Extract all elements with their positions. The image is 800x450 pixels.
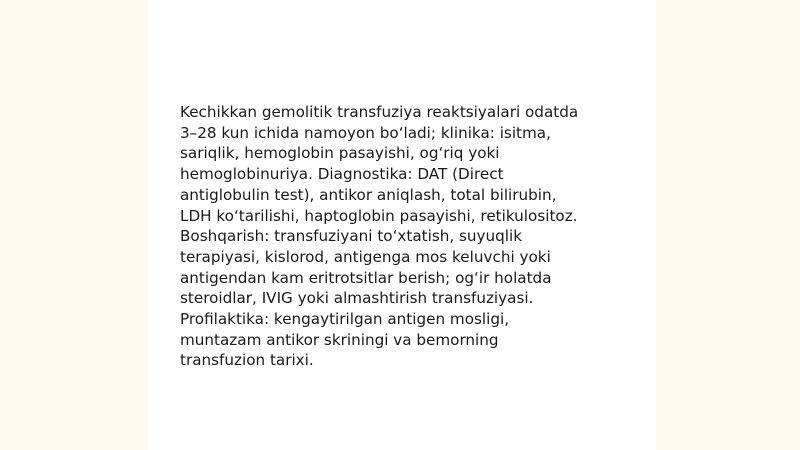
text-line-9: antigendan kam eritrotsitlar berish; og‘ir holatda xyxy=(180,268,552,287)
text-line-11: Profilaktika: kengaytirilgan antigen mosligi, xyxy=(180,310,510,329)
text-line-7: Boshqarish: transfuziyani to‘xtatish, suyuqlik xyxy=(180,227,523,246)
text-line-4: hemoglobinuriya. Diagnostika: DAT (Direct xyxy=(180,165,504,184)
text-line-13: transfuzion tarixi. xyxy=(180,351,314,370)
text-line-8: terapiyasi, kislorod, antigenga mos keluvchi yoki xyxy=(180,247,551,266)
document-paragraph xyxy=(180,102,640,371)
text-line-12: muntazam antikor skriningi va bemorning xyxy=(180,330,499,349)
text-line-5: antiglobulin test), antikor aniqlash, total bilirubin, xyxy=(180,185,557,204)
text-line-1: Kechikkan gemolitik transfuziya reaktsiyalari odatda xyxy=(180,103,579,121)
text-line-6: LDH ko‘tarilishi, haptoglobin pasayishi, retikulositoz. xyxy=(180,206,578,225)
text-line-10: steroidlar, IVIG yoki almashtirish transfuziyasi. xyxy=(180,289,534,308)
text-line-2: 3–28 kun ichida namoyon bo‘ladi; klinika: isitma, xyxy=(180,123,551,142)
text-line-3: sariqlik, hemoglobin pasayishi, og‘riq yoki xyxy=(180,144,500,163)
